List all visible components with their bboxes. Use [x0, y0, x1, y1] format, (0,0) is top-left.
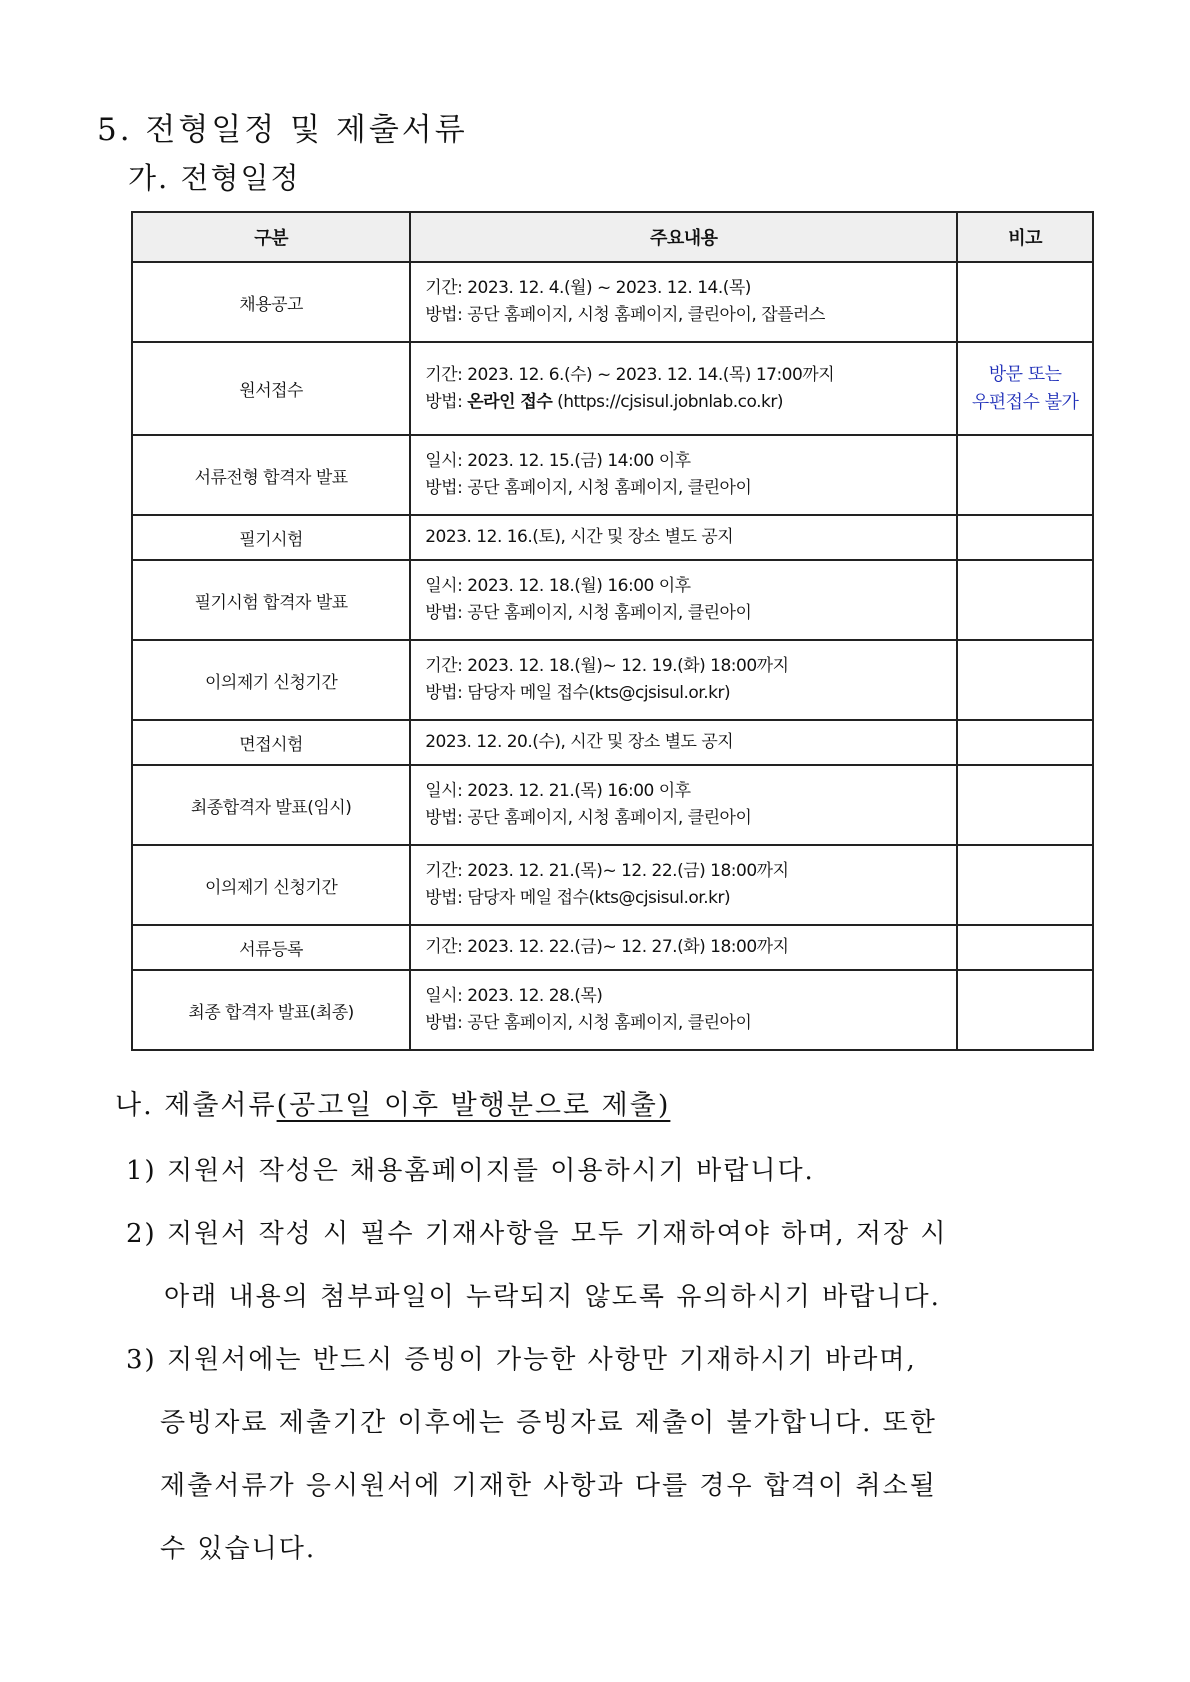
method-url: (https://cjsisul.jobnlab.co.kr): [552, 391, 783, 412]
row-category: 최종합격자 발표(임시): [132, 765, 410, 845]
table-row: [132, 262, 1093, 342]
row-details: [410, 262, 957, 342]
row-note: [957, 515, 1093, 560]
list-item: 1) 지원서 작성은 채용홈페이지를 이용하시기 바랍니다.: [126, 1156, 815, 1186]
row-details: [410, 515, 957, 560]
note-line: 방문 또는: [988, 363, 1062, 385]
subsection-schedule-title: 가. 전형일정: [128, 161, 301, 195]
row-category: 필기시험 합격자 발표: [132, 560, 410, 640]
list-item-continuation: 수 있습니다.: [160, 1534, 317, 1564]
detail-line: 방법: 공단 홈페이지, 시청 홈페이지, 클린아이: [425, 603, 752, 623]
row-category: 이의제기 신청기간: [132, 845, 410, 925]
detail-line: 2023. 12. 20.(수), 시간 및 장소 별도 공지: [425, 732, 734, 752]
table-row: [132, 845, 1093, 925]
method-prefix: 방법:: [425, 391, 468, 412]
row-category: 필기시험: [132, 515, 410, 560]
documents-list: [126, 1140, 1066, 1581]
section-title: 5. 전형일정 및 제출서류: [97, 112, 468, 148]
row-category: 이의제기 신청기간: [132, 640, 410, 720]
list-item-continuation: 증빙자료 제출기간 이후에는 증빙자료 제출이 불가합니다. 또한: [160, 1408, 937, 1438]
detail-line-method: [425, 389, 955, 416]
method-bold: 온라인 접수: [467, 391, 553, 412]
schedule-table: [131, 211, 1094, 1051]
row-note: [957, 640, 1093, 720]
detail-line: 방법: 공단 홈페이지, 시청 홈페이지, 클린아이: [425, 808, 752, 828]
row-note: [957, 970, 1093, 1050]
detail-line: 일시: 2023. 12. 21.(목) 16:00 이후: [425, 781, 691, 801]
row-details: [410, 342, 957, 435]
table-row: [132, 720, 1093, 765]
row-note: [957, 342, 1093, 435]
row-details: [410, 560, 957, 640]
header-content: 주요내용: [410, 212, 957, 262]
detail-line: 기간: 2023. 12. 6.(수) ~ 2023. 12. 14.(목) 17:00까지: [425, 364, 835, 385]
row-category: 서류전형 합격자 발표: [132, 435, 410, 515]
detail-line: 방법: 공단 홈페이지, 시청 홈페이지, 클린아이, 잡플러스: [425, 305, 825, 325]
list-item-continuation: 아래 내용의 첨부파일이 누락되지 않도록 유의하시기 바랍니다.: [164, 1282, 941, 1312]
table-row: [132, 515, 1093, 560]
table-row: [132, 925, 1093, 970]
row-category: 서류등록: [132, 925, 410, 970]
table-row: [132, 560, 1093, 640]
detail-line: 기간: 2023. 12. 4.(월) ~ 2023. 12. 14.(목): [425, 278, 751, 298]
row-note: [957, 720, 1093, 765]
note-line: 우편접수 불가: [971, 391, 1079, 413]
list-item: 2) 지원서 작성 시 필수 기재사항을 모두 기재하여야 하며, 저장 시: [126, 1219, 948, 1249]
row-details: [410, 640, 957, 720]
list-item-continuation: 제출서류가 응시원서에 기재한 사항과 다를 경우 합격이 취소될: [160, 1471, 937, 1501]
row-category: 채용공고: [132, 262, 410, 342]
row-note: [957, 560, 1093, 640]
row-note: [957, 925, 1093, 970]
row-details: [410, 720, 957, 765]
row-category: 최종 합격자 발표(최종): [132, 970, 410, 1050]
table-row: [132, 765, 1093, 845]
row-category: 원서접수: [132, 342, 410, 435]
table-row: [132, 342, 1093, 435]
detail-line: 일시: 2023. 12. 28.(목): [425, 986, 603, 1006]
detail-line: 방법: 공단 홈페이지, 시청 홈페이지, 클린아이: [425, 1013, 752, 1033]
detail-line: 방법: 공단 홈페이지, 시청 홈페이지, 클린아이: [425, 478, 752, 498]
detail-line: 일시: 2023. 12. 15.(금) 14:00 이후: [425, 451, 691, 471]
detail-line: 기간: 2023. 12. 18.(월)~ 12. 19.(화) 18:00까지: [425, 656, 789, 676]
row-note: [957, 765, 1093, 845]
header-note: 비고: [957, 212, 1093, 262]
detail-line: 방법: 담당자 메일 접수(kts@cjsisul.or.kr): [425, 683, 731, 703]
table-row: [132, 640, 1093, 720]
table-row: [132, 970, 1093, 1050]
documents-underlined-note: (공고일 이후 발행분으로 제출): [276, 1090, 671, 1121]
detail-line: 일시: 2023. 12. 18.(월) 16:00 이후: [425, 576, 691, 596]
row-details: [410, 435, 957, 515]
detail-line: 방법: 담당자 메일 접수(kts@cjsisul.or.kr): [425, 888, 731, 908]
header-category: 구분: [132, 212, 410, 262]
row-note: [957, 845, 1093, 925]
row-details: [410, 970, 957, 1050]
table-header-row: [132, 212, 1093, 262]
detail-line: 기간: 2023. 12. 21.(목)~ 12. 22.(금) 18:00까지: [425, 861, 789, 881]
documents-prefix: 나. 제출서류: [115, 1090, 277, 1121]
row-details: [410, 925, 957, 970]
detail-line: 기간: 2023. 12. 22.(금)~ 12. 27.(화) 18:00까지: [425, 937, 789, 957]
row-note: [957, 262, 1093, 342]
list-item: 3) 지원서에는 반드시 증빙이 가능한 사항만 기재하시기 바라며,: [126, 1345, 917, 1375]
row-details: [410, 765, 957, 845]
row-note: [957, 435, 1093, 515]
row-details: [410, 845, 957, 925]
row-category: 면접시험: [132, 720, 410, 765]
subsection-documents-title: [115, 1083, 670, 1122]
table-row: [132, 435, 1093, 515]
detail-line: 2023. 12. 16.(토), 시간 및 장소 별도 공지: [425, 527, 734, 547]
